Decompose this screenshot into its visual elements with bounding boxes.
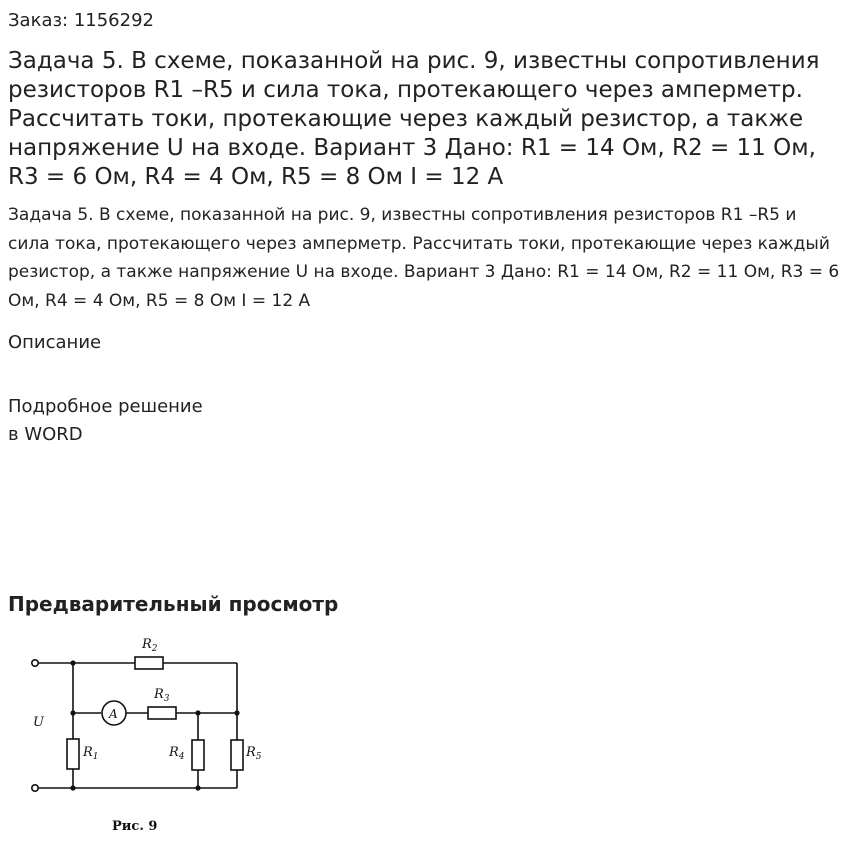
figure-caption: Рис. 9 [112, 819, 158, 834]
label-r2: $R_2$ [142, 637, 158, 654]
resistor-r2 [135, 657, 163, 669]
label-u: U [33, 715, 44, 730]
resistor-r3 [148, 707, 176, 719]
node-dot [195, 785, 200, 790]
label-r3: $R_3$ [154, 687, 170, 704]
node-dot [195, 710, 200, 715]
label-r5: $R_5$ [246, 745, 262, 762]
description-heading: Описание [8, 332, 102, 353]
input-terminal-bottom [32, 785, 38, 791]
resistor-r4 [192, 740, 204, 770]
description-line-1: Подробное решение [8, 396, 203, 417]
description-text [8, 393, 308, 449]
circuit-diagram [22, 628, 272, 843]
node-dot [70, 660, 75, 665]
task-description: Задача 5. В схеме, показанной на рис. 9, известны сопротивления резисторов R1 –R5 и сила тока, протекающего через амперметр. Рассчитать токи, протекающие через каждый резистор, а также напряжение U на входе. Вариант 3 Дано: R1 = 14 Ом, R2 = 11 Ом, R3 = 6 Ом, R4 = 4 Ом, R5 = 8 Ом I = 12 А [8, 205, 840, 311]
preview-heading: Предварительный просмотр [8, 592, 339, 616]
node-dot [70, 710, 75, 715]
order-number: Заказ: 1156292 [8, 10, 154, 31]
description-line-2: в WORD [8, 424, 83, 445]
label-r1: $R_1$ [83, 745, 99, 762]
node-dot [70, 785, 75, 790]
node-dot [234, 710, 239, 715]
label-ammeter: A [109, 707, 118, 721]
input-terminal-top [32, 660, 38, 666]
label-r4: $R_4$ [169, 745, 185, 762]
resistor-r1 [67, 739, 79, 769]
resistor-r5 [231, 740, 243, 770]
task-title: Задача 5. В схеме, показанной на рис. 9, известны сопротивления резисторов R1 –R5 и сила тока, протекающего через амперметр. Рассчитать токи, протекающие через каждый резистор, а также напряжение U на входе. Вариант 3 Дано: R1 = 14 Ом, R2 = 11 Ом, R3 = 6 Ом, R4 = 4 Ом, R5 = 8 Ом I = 12 А [8, 48, 820, 190]
circuit-figure [22, 628, 272, 843]
